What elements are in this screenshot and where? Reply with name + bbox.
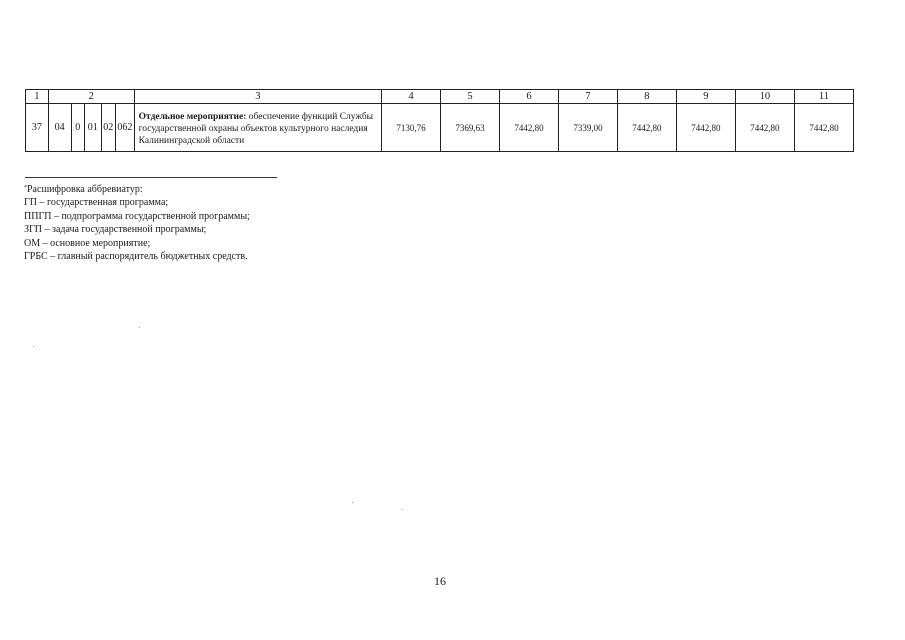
header-cell: 2 — [48, 90, 134, 104]
table-row — [26, 104, 854, 152]
value-cell: 7442,80 — [676, 104, 735, 152]
description-text: обеспечение функций Службы государственной охраны объектов культурного наследия Калининградской области — [138, 111, 374, 146]
code-cell: 01 — [84, 104, 101, 152]
footnote-item: ОМ – основное мероприятие; — [24, 237, 151, 249]
value-cell: 7442,80 — [735, 104, 794, 152]
footnote-item: ГРБС – главный распорядитель бюджетных средств. — [24, 251, 248, 263]
table-header-row — [26, 90, 854, 104]
value-cell: 7442,80 — [499, 104, 558, 152]
header-cell: 8 — [617, 90, 676, 104]
header-cell: 5 — [440, 90, 499, 104]
scan-speck — [139, 327, 140, 328]
footnote-marker: * — [24, 185, 27, 191]
header-cell: 3 — [134, 90, 381, 104]
code-cell: 04 — [48, 104, 71, 152]
scan-speck — [402, 509, 403, 510]
page-number: 16 — [434, 574, 446, 588]
value-cell: 7442,80 — [794, 104, 853, 152]
footnote-item: ППГП – подпрограмма государственной программы; — [24, 210, 250, 222]
footnote-divider — [25, 177, 277, 178]
budget-table — [25, 89, 854, 152]
footnote-item: ГП – государственная программа; — [24, 197, 169, 209]
value-cell: 7130,76 — [382, 104, 441, 152]
header-cell: 11 — [794, 90, 853, 104]
value-cell: 7339,00 — [558, 104, 617, 152]
scan-speck — [352, 502, 353, 503]
header-cell: 7 — [558, 90, 617, 104]
code-cell: 062 — [116, 104, 135, 152]
code-cell: 0 — [71, 104, 84, 152]
value-cell: 7442,80 — [617, 104, 676, 152]
header-cell: 10 — [735, 90, 794, 104]
scan-speck — [33, 346, 34, 347]
footnote-item: ЗГП – задача государственной программы; — [24, 224, 207, 236]
value-cell: 7369,63 — [440, 104, 499, 152]
description-bold: Отдельное мероприятие: — [138, 111, 247, 122]
description-cell — [134, 104, 381, 152]
footnote-title: Расшифровка аббревиатур: — [27, 184, 143, 195]
row-number-cell: 37 — [26, 104, 49, 152]
header-cell: 6 — [499, 90, 558, 104]
header-cell: 4 — [382, 90, 441, 104]
header-cell: 9 — [676, 90, 735, 104]
footnotes — [24, 183, 250, 263]
header-cell: 1 — [26, 90, 49, 104]
footnote-title-line — [24, 183, 250, 196]
code-cell: 02 — [101, 104, 115, 152]
